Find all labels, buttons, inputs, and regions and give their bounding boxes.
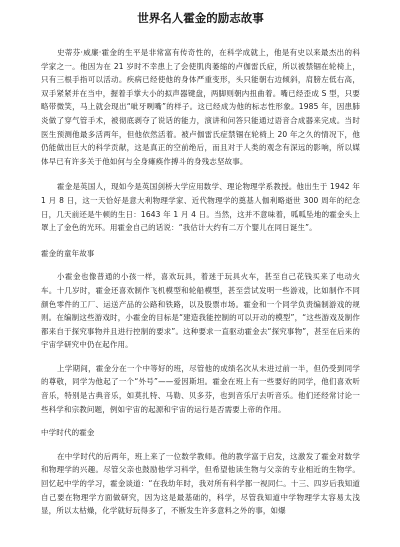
childhood-paragraph-1: 小霍金也像普通的小孩一样，喜欢玩具，着迷于玩具火车，甚至自己花钱买来了电动火车。十几岁时，霍金还喜欢制作飞机模型和轮船模型，甚至尝试发明一些游戏，比如制作不同颜色零件的工厂、运送产品的公路和铁路，以及股票市场。霍金和一个同学负责编制游戏的规则。在编制这些游戏时，小霍金的目标是“建造我能控制的可以开动的模型”，“这些游戏及制作都来自于探究事物并且进行控制的要求”。这种要求一直驱动霍金去“探究事物”，甚至在后来的宇宙学研究中仍在起作用。 <box>41 272 360 350</box>
section-heading-middle-school: 中学时代的霍金 <box>41 428 95 438</box>
middle-school-paragraph-1: 在中学时代的后两年，班上来了一位数学教师。他的教学富于启发，这激发了霍金对数学和物理学的兴趣。尽管父亲也鼓励他学习科学，但希望他读生物与父亲的专业相近的生物学。回忆起中学的学习，霍金谈道：“在我幼年时，我对所有科学都一视同仁。十三、四岁后我知道自己要在物理学方面做研究，因为这是最基础的，科学，尽管我知道中学物理学太容易太浅显，所以太枯燥，化学就好玩得多了，不断发生许多意料之外的事，如爆 <box>41 451 360 516</box>
intro-paragraph-2: 霍金是英国人，现如今是英国剑桥大学应用数学、理论物理学系教授。他出生于 1942 年 1 月 8 日，这一天恰好是意大利物理学家、近代物理学的奠基人伽利略逝世 300 周年的纪念日，几天前还是牛顿的生日：1643 年 1 月 4 日。当然，这并不意味着，呱呱坠地的霍金头上罩上了金色的光环。用霍金自己的话说：“我估计大约有二万个婴儿在同日诞生”。 <box>41 182 360 233</box>
section-heading-childhood: 霍金的童年故事 <box>41 248 95 258</box>
intro-paragraph-1: 史蒂芬·威廉·霍金的生平是非常富有传奇性的，在科学成就上，他是有史以来最杰出的科学家之一。他因为在 21 岁时不幸患上了会使肌肉萎缩的卢伽雷氏症，所以被禁锢在轮椅上，只有三根手指可以活动。疾病已经使他的身体严重变形，头只能朝右边倾斜，肩膀左低右高，双手紧紧并在当中，握着手掌大小的拟声器键盘，两脚则朝内扭曲着。嘴已经歪成 S 型，只要略带微笑，马上就会现出“呲牙咧嘴”的样子。这已经成为他的标志性形象。1985 年，因患肺炎做了穿气管手术，被彻底剥夺了说话的能力，演讲和问答只能通过语音合成器来完成。当时医生预测他最多活两年，但他依然活着。被卢伽雷氏症禁锢在轮椅上 20 年之久的情况下，他仍能做出巨大的科学贡献，这是真正的空前绝后，而且对于人类的观念有深远的影响，所以媒体早已有许多关于他如何与全身瘫痪作搏斗的身残志坚故事。 <box>41 48 360 166</box>
childhood-paragraph-2: 上学期间，霍金分在一个中等好的班，尽管他的成绩名次从未进过前一半，但仍受到同学的尊敬，同学为他起了一个“外号”——爱因斯坦。霍金在班上有一些要好的同学，他们喜欢听音乐，特别是古典音乐，如莫扎特、马勒、贝多芬，也到音乐厅去听音乐。他们还经常讨论一些科学和宗教问题，例如宇宙的起源和宇宙的运行是否需要上帝的作用。 <box>41 363 360 414</box>
page-title: 世界名人霍金的励志故事 <box>137 11 264 25</box>
